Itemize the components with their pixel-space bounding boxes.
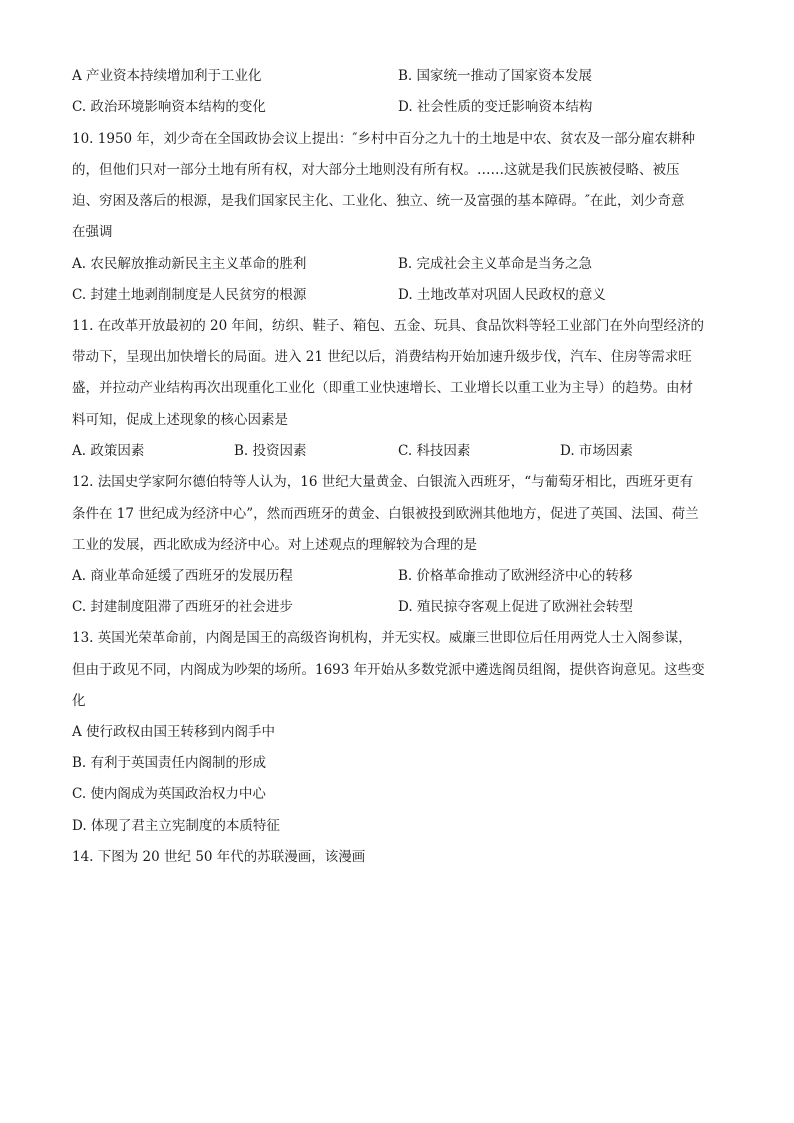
q9-option-c[interactable]: C. 政治环境影响资本结构的变化 — [72, 99, 266, 115]
q12-option-b[interactable]: B. 价格革命推动了欧洲经济中心的转移 — [398, 568, 633, 584]
q12-stem-line: 工业的发展，西北欧成为经济中心。对上述观点的理解较为合理的是 — [72, 537, 477, 553]
q13-stem-line: 化 — [72, 693, 86, 709]
q12-option-d[interactable]: D. 殖民掠夺客观上促进了欧洲社会转型 — [398, 599, 633, 615]
q11-stem-line: 料可知，促成上述现象的核心因素是 — [72, 412, 288, 428]
q10-stem-line: 10. 1950 年，刘少奇在全国政协会议上提出：″乡村中百分之九十的土地是中农、贫农及一部分雇农耕种 — [72, 131, 695, 147]
q11-option-b[interactable]: B. 投资因素 — [234, 443, 307, 459]
q10-stem-line: 在强调 — [72, 224, 113, 240]
q12-stem-line: 条件在 17 世纪成为经济中心”，然而西班牙的黄金、白银被投到欧洲其他地方，促进了英国、法国、荷兰 — [72, 506, 699, 522]
q11-stem-line: 11. 在改革开放最初的 20 年间，纺织、鞋子、箱包、五金、玩具、食品饮料等轻工业部门在外向型经济的 — [72, 318, 705, 334]
q9-option-b[interactable]: B. 国家统一推动了国家资本发展 — [398, 68, 593, 84]
q11-option-c[interactable]: C. 科技因素 — [398, 443, 471, 459]
q10-stem-line: 的，但他们只对一部分土地有所有权，对大部分土地则没有所有权。……这就是我们民族被侵略、被压 — [72, 162, 680, 178]
q14-stem-line: 14. 下图为 20 世纪 50 年代的苏联漫画，该漫画 — [72, 849, 366, 865]
q13-stem-line: 但由于政见不同，内阁成为吵架的场所。1693 年开始从多数党派中遴选阁员组阁，提供咨询意见。这些变 — [72, 662, 705, 678]
q11-stem-line: 盛，并拉动产业结构再次出现重化工业化（即重工业快速增长、工业增长以重工业为主导）的趋势。由材 — [72, 380, 693, 396]
q10-option-c[interactable]: C. 封建土地剥削制度是人民贫穷的根源 — [72, 287, 307, 303]
q13-option-d[interactable]: D. 体现了君主立宪制度的本质特征 — [72, 818, 280, 834]
q10-option-d[interactable]: D. 土地改革对巩固人民政权的意义 — [398, 287, 606, 303]
q10-option-a[interactable]: A. 农民解放推动新民主主义革命的胜利 — [72, 256, 307, 272]
q12-option-a[interactable]: A. 商业革命延缓了西班牙的发展历程 — [72, 568, 293, 584]
q12-option-c[interactable]: C. 封建制度阻滞了西班牙的社会进步 — [72, 599, 293, 615]
q13-option-a[interactable]: A 使行政权由国王转移到内阁手中 — [72, 724, 276, 740]
q11-stem-line: 带动下，呈现出加快增长的局面。进入 21 世纪以后，消费结构开始加速升级步伐，汽车、住房等需求旺 — [72, 349, 692, 365]
q11-option-a[interactable]: A. 政策因素 — [72, 443, 145, 459]
q11-option-d[interactable]: D. 市场因素 — [560, 443, 633, 459]
q13-option-b[interactable]: B. 有利于英国责任内阁制的形成 — [72, 755, 267, 771]
q9-option-d[interactable]: D. 社会性质的变迁影响资本结构 — [398, 99, 593, 115]
q13-option-c[interactable]: C. 使内阁成为英国政治权力中心 — [72, 786, 266, 802]
q12-stem-line: 12. 法国史学家阿尔德伯特等人认为，16 世纪大量黄金、白银流入西班牙，“与葡萄牙相比，西班牙更有 — [72, 474, 694, 490]
q9-option-a[interactable]: A 产业资本持续增加利于工业化 — [72, 68, 262, 84]
q10-stem-line: 迫、穷困及落后的根源，是我们国家民主化、工业化、独立、统一及富强的基本障碍。″在此，刘少奇意 — [72, 193, 685, 209]
q10-option-b[interactable]: B. 完成社会主义革命是当务之急 — [398, 256, 593, 272]
q13-stem-line: 13. 英国光荣革命前，内阁是国王的高级咨询机构，并无实权。威廉三世即位后任用两党人士入阁参谋， — [72, 630, 692, 646]
